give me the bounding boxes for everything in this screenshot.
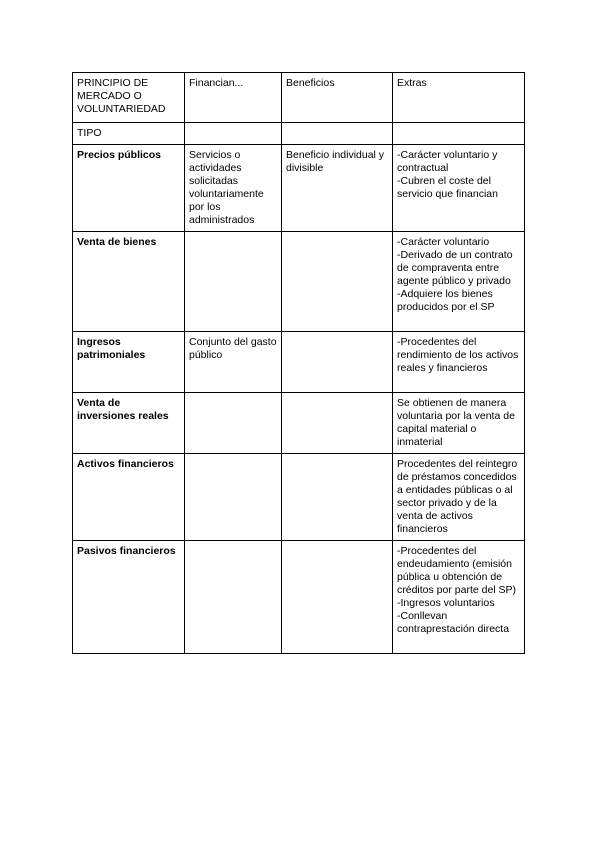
extras-line: Se obtienen de manera voluntaria por la venta de capital material o inmaterial [397,397,518,448]
extras-line: -Derivado de un contrato de compraventa entre agente público y privado [397,249,516,287]
extras-cell [393,332,525,393]
financian-cell [185,454,282,541]
header-cell-extras: Extras [393,73,525,123]
table-header-row [73,73,525,123]
header-cell-financian: Financian... [185,73,282,123]
beneficios-cell [282,454,393,541]
empty-cell [282,123,393,145]
header-cell-principle: PRINCIPIO DE MERCADO O VOLUNTARIEDAD [73,73,185,123]
extras-cell [393,145,525,232]
tipo-label-cell: TIPO [73,123,185,145]
extras-line: -Ingresos voluntarios [397,597,495,609]
tipo-cell: Precios públicos [73,145,185,232]
extras-line: -Conllevan contraprestación directa [397,610,510,635]
financian-cell [185,541,282,654]
table-row [73,145,525,232]
tipo-cell: Pasivos financieros [73,541,185,654]
extras-line: -Procedentes del rendimiento de los activos reales y financieros [397,336,522,374]
table-row [73,393,525,454]
financian-cell: Servicios o actividades solicitadas voluntariamente por los administrados [185,145,282,232]
tipo-cell: Venta de inversiones reales [73,393,185,454]
table-row [73,454,525,541]
beneficios-cell [282,541,393,654]
tipo-cell: Activos financieros [73,454,185,541]
table-row [73,541,525,654]
beneficios-cell [282,332,393,393]
principles-table [72,72,525,654]
table-row [73,232,525,332]
extras-cell [393,541,525,654]
extras-cell [393,393,525,454]
table-tipo-row [73,123,525,145]
tipo-cell: Venta de bienes [73,232,185,332]
beneficios-cell [282,393,393,454]
tipo-cell: Ingresos patrimoniales [73,332,185,393]
header-cell-beneficios: Beneficios [282,73,393,123]
extras-cell [393,232,525,332]
financian-cell [185,393,282,454]
financian-cell [185,232,282,332]
extras-line: -Carácter voluntario y contractual [397,149,501,174]
extras-line: -Adquiere los bienes producidos por el SP [397,288,496,313]
beneficios-cell: Beneficio individual y divisible [282,145,393,232]
extras-line: -Procedentes del endeudamiento (emisión pública u obtención de créditos por parte del SP) [397,545,517,596]
table-row [73,332,525,393]
financian-cell: Conjunto del gasto público [185,332,282,393]
extras-line: -Cubren el coste del servicio que financian [397,175,498,200]
extras-cell [393,454,525,541]
extras-line: -Carácter voluntario [397,236,490,248]
beneficios-cell [282,232,393,332]
empty-cell [393,123,525,145]
empty-cell [185,123,282,145]
extras-line: Procedentes del reintegro de préstamos concedidos a entidades públicas o al sector privado y de la venta de activos financieros [397,458,521,535]
